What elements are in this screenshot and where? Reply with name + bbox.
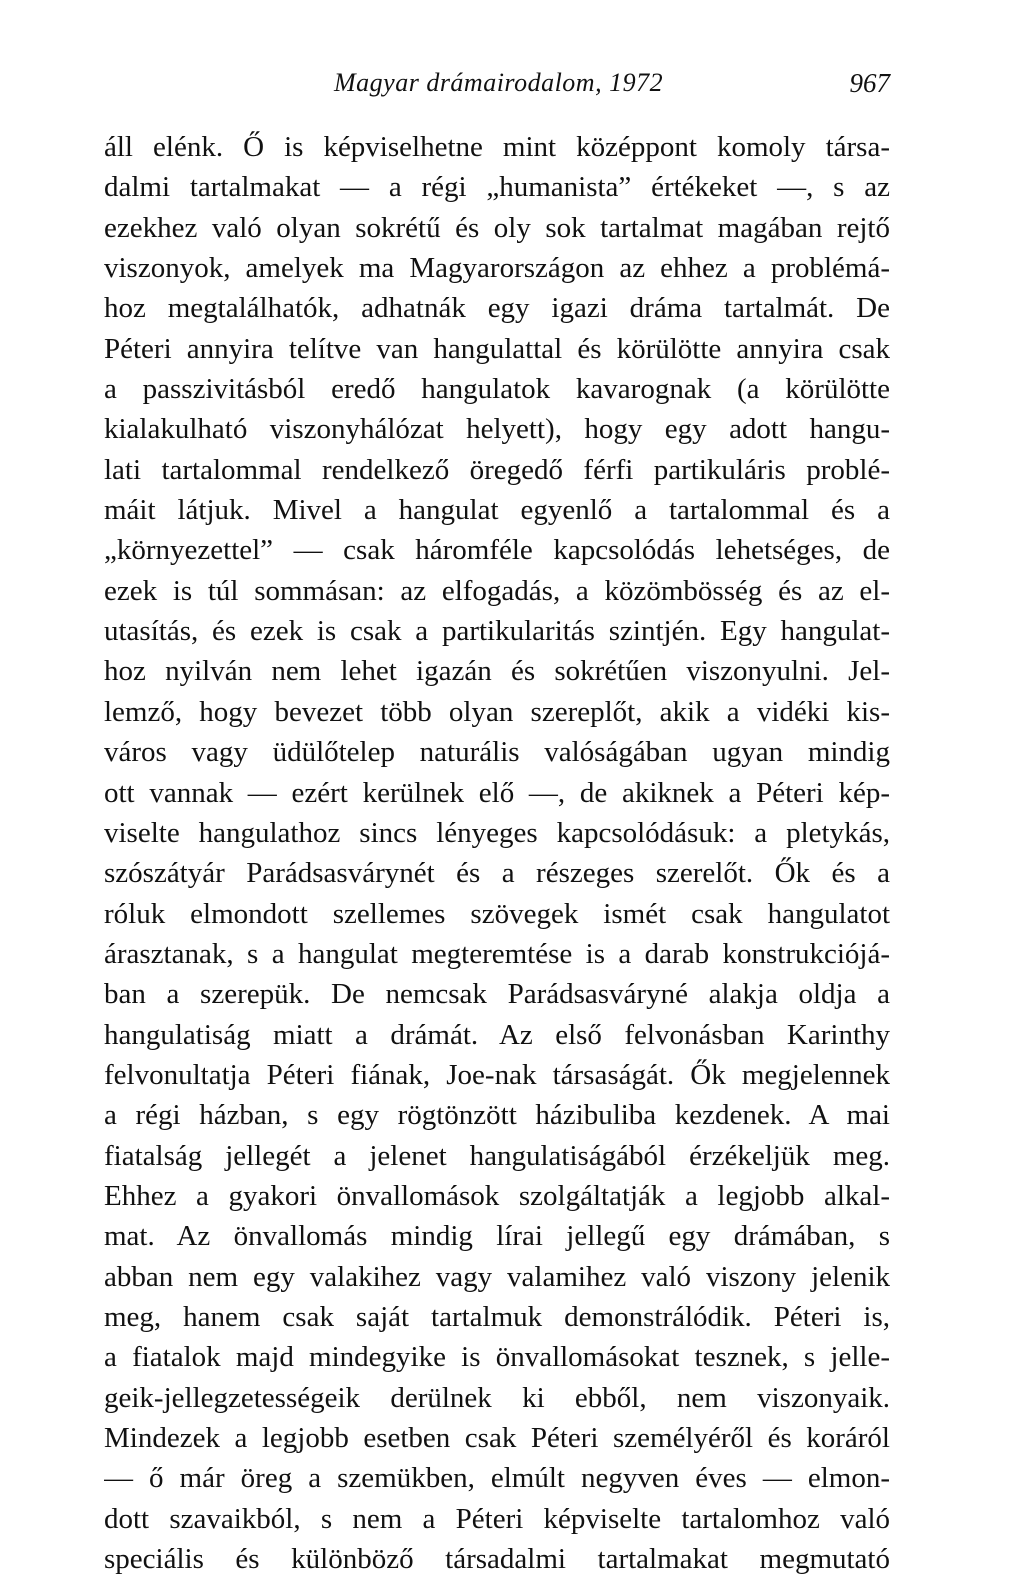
text-line: „környezettel” — csak háromféle kapcsolódás lehetséges, de [104, 534, 890, 567]
text-line: árasztanak, s a hangulat megteremtése is a darab konstrukciójá- [104, 937, 890, 970]
text-line: róluk elmondott szellemes szövegek ismét csak hangulatot [104, 897, 890, 930]
text-line: geik-jellegzetességeik derülnek ki ebből, nem viszonyaik. [104, 1381, 890, 1414]
text-line: ezek is túl sommásan: az elfogadás, a közömbösség és az el- [104, 574, 890, 607]
text-line: a fiatalok majd mindegyike is önvallomásokat tesznek, s jelle- [104, 1341, 890, 1374]
text-line: dalmi tartalmakat — a régi „humanista” értékeket —, s az [104, 171, 890, 204]
text-line: lati tartalommal rendelkező öregedő férfi partikuláris problé- [104, 453, 890, 486]
page-number: 967 [849, 68, 890, 98]
text-line: ott vannak — ezért kerülnek elő —, de akiknek a Péteri kép- [104, 776, 890, 809]
running-title: Magyar drámairodalom, 1972 [334, 68, 664, 97]
running-header [104, 68, 890, 104]
text-line: felvonultatja Péteri fiának, Joe-nak társaságát. Ők megjelennek [104, 1058, 890, 1091]
text-line: speciális és különböző társadalmi tartalmakat megmutató [104, 1543, 890, 1576]
text-line: máit látjuk. Mivel a hangulat egyenlő a tartalommal és a [104, 494, 890, 527]
text-line: — ő már öreg a szemükben, elmúlt negyven éves — elmon- [104, 1462, 890, 1495]
text-line: mat. Az önvallomás mindig lírai jellegű egy drámában, s [104, 1220, 890, 1253]
text-line: ezekhez való olyan sokrétű és oly sok tartalmat magában rejtő [104, 211, 890, 244]
text-line: a régi házban, s egy rögtönzött házibuliba kezdenek. A mai [104, 1099, 890, 1132]
text-line: lemző, hogy bevezet több olyan szereplőt, akik a vidéki kis- [104, 695, 890, 728]
text-line: hangulatiság miatt a drámát. Az első felvonásban Karinthy [104, 1018, 890, 1051]
text-line: Mindezek a legjobb esetben csak Péteri személyéről és koráról [104, 1422, 890, 1454]
text-line: viszonyok, amelyek ma Magyarországon az ehhez a problémá- [104, 252, 890, 285]
text-line: szószátyár Parádsasvárynét és a részeges szerelőt. Ők és a [104, 857, 890, 890]
text-line: dott szavaikból, s nem a Péteri képviselte tartalomhoz való [104, 1502, 890, 1535]
text-line: hoz megtalálhatók, adhatnák egy igazi dráma tartalmát. De [104, 292, 890, 325]
text-line: a passzivitásból eredő hangulatok kavarognak (a körülötte [104, 373, 890, 406]
text-line: meg, hanem csak saját tartalmuk demonstrálódik. Péteri is, [104, 1300, 890, 1333]
text-line: utasítás, és ezek is csak a partikularitás szintjén. Egy hangulat- [104, 615, 890, 648]
text-line: kialakulható viszonyhálózat helyett), hogy egy adott hangu- [104, 413, 890, 446]
body-text [104, 127, 890, 1579]
text-line: hoz nyilván nem lehet igazán és sokrétűen viszonyulni. Jel- [104, 655, 890, 688]
text-line: ban a szerepük. De nemcsak Parádsasváryné alakja oldja a [104, 978, 890, 1011]
text-line: viselte hangulathoz sincs lényeges kapcsolódásuk: a pletykás, [104, 816, 890, 849]
text-line: Péteri annyira telítve van hangulattal és körülötte annyira csak [104, 332, 890, 365]
text-line: város vagy üdülőtelep naturális valóságában ugyan mindig [104, 736, 890, 769]
text-line: abban nem egy valakihez vagy valamihez való viszony jelenik [104, 1260, 890, 1293]
text-line: áll elénk. Ő is képviselhetne mint középpont komoly társa- [104, 131, 890, 163]
text-line: Ehhez a gyakori önvallomások szolgáltatják a legjobb alkal- [104, 1179, 890, 1212]
text-line: fiatalság jellegét a jelenet hangulatiságából érzékeljük meg. [104, 1139, 890, 1172]
